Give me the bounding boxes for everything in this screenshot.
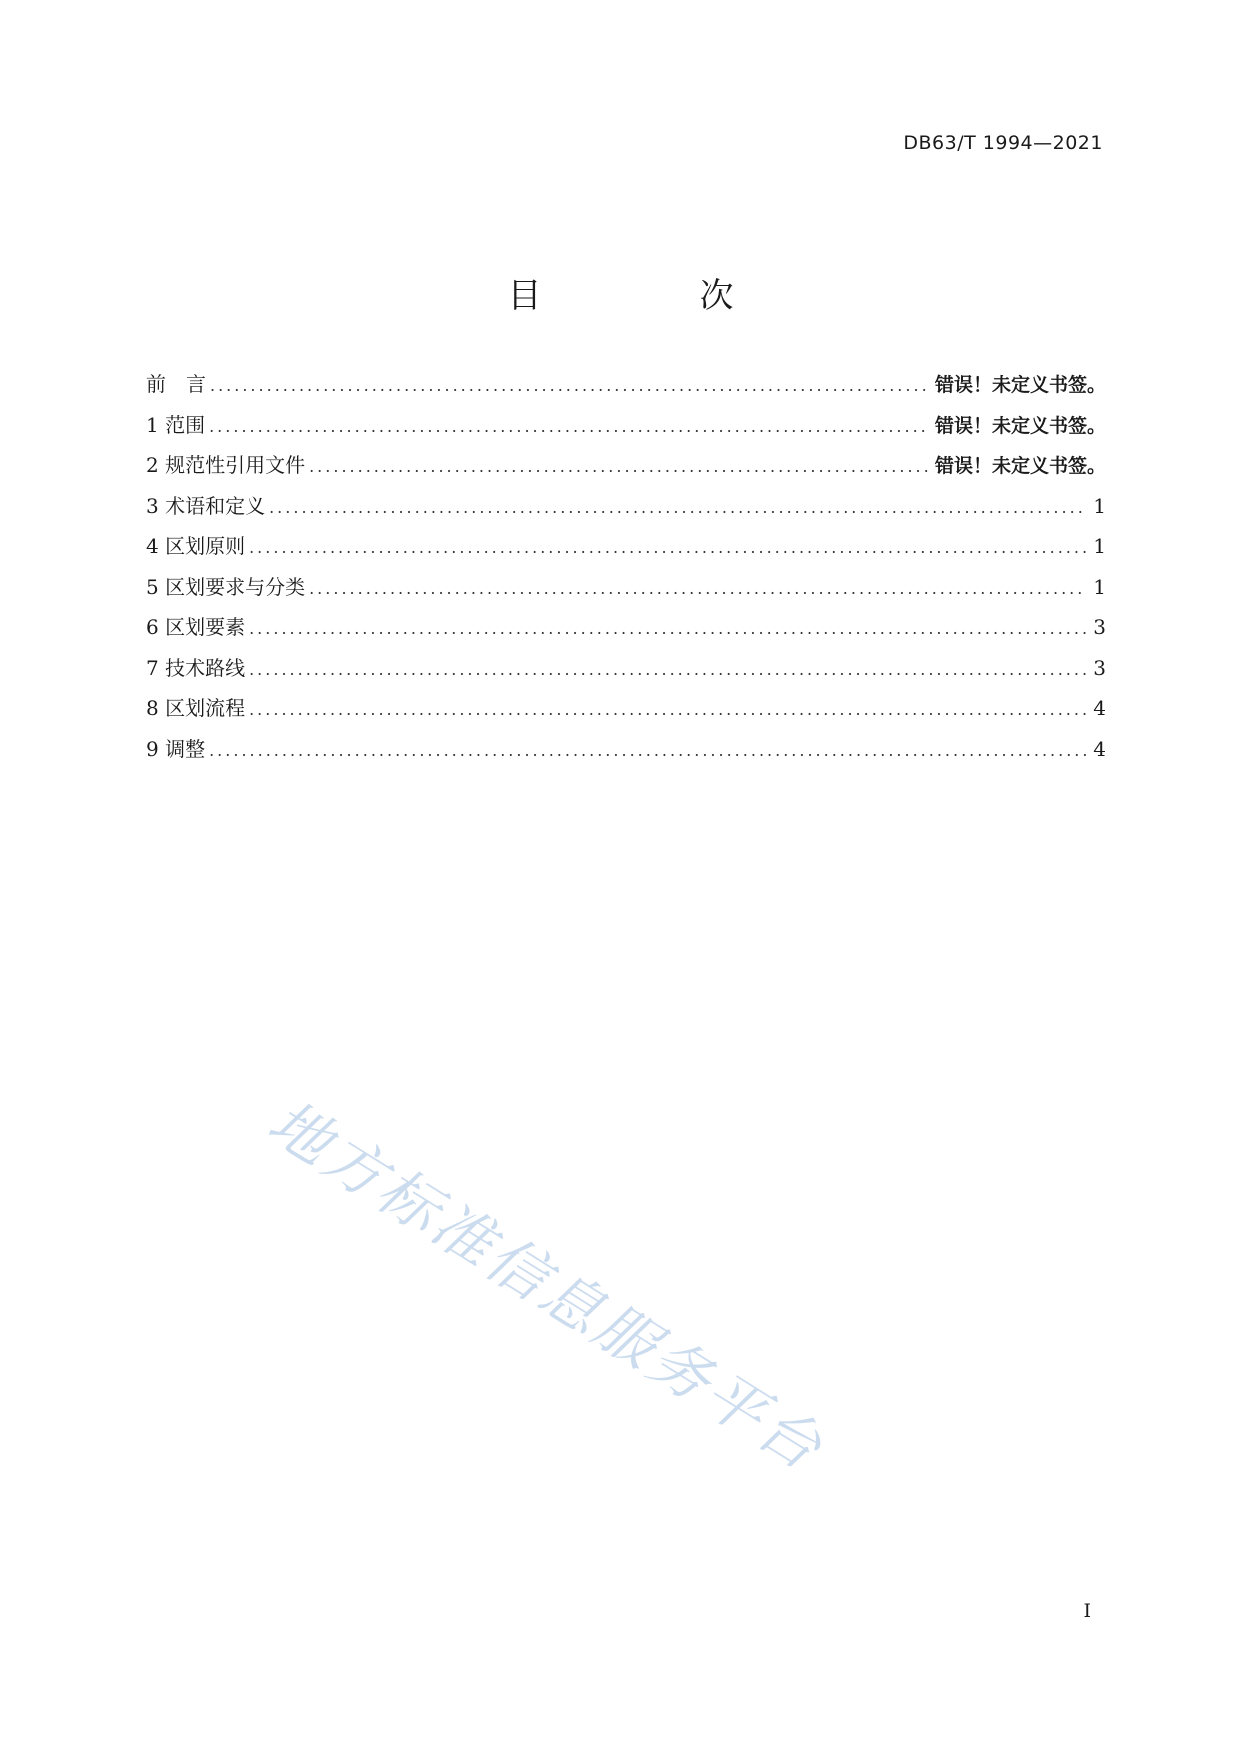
toc-entry-label: 前 言 — [146, 372, 206, 396]
toc-entry-page: 1 — [1093, 493, 1106, 518]
toc-leader-dots — [209, 417, 929, 436]
toc-entry-label: 8 区划流程 — [146, 696, 246, 720]
toc-entry-elements[interactable] — [146, 611, 1106, 652]
toc-list — [146, 368, 1106, 773]
toc-entry-page: 1 — [1093, 534, 1106, 558]
toc-leader-dots — [249, 538, 1086, 557]
toc-entry-label: 1 范围 — [146, 412, 206, 437]
toc-entry-page: 3 — [1093, 615, 1106, 639]
toc-entry-normative-references[interactable] — [146, 449, 1106, 490]
toc-entry-process[interactable] — [146, 692, 1106, 733]
toc-entry-page: 错误！未定义书签。 — [934, 414, 1106, 437]
toc-entry-label: 2 规范性引用文件 — [146, 453, 306, 477]
toc-entry-label: 4 区划原则 — [146, 534, 246, 558]
toc-entry-page: 错误！未定义书签。 — [934, 455, 1106, 477]
toc-entry-label: 7 技术路线 — [146, 655, 246, 680]
toc-leader-dots — [210, 376, 929, 395]
toc-leader-dots — [249, 619, 1086, 638]
toc-entry-label: 9 调整 — [146, 736, 206, 761]
toc-entry-page: 4 — [1093, 736, 1106, 761]
toc-entry-page: 1 — [1093, 574, 1106, 599]
toc-leader-dots — [269, 498, 1086, 517]
toc-leader-dots — [309, 579, 1086, 598]
toc-leader-dots — [209, 741, 1086, 760]
toc-entry-principles[interactable] — [146, 530, 1106, 571]
toc-entry-label: 5 区划要求与分类 — [146, 574, 306, 599]
toc-entry-page: 3 — [1093, 655, 1106, 680]
toc-title: 目 次 — [507, 276, 796, 316]
toc-entry-adjustment[interactable] — [146, 733, 1106, 774]
toc-entry-page: 4 — [1093, 696, 1106, 720]
document-code: DB63/T 1994—2021 — [903, 132, 1103, 154]
toc-entry-label: 3 术语和定义 — [146, 493, 266, 518]
toc-entry-technical-route[interactable] — [146, 652, 1106, 693]
toc-entry-page: 错误！未定义书签。 — [934, 374, 1106, 396]
toc-leader-dots — [309, 457, 929, 476]
page-number: I — [1083, 1600, 1091, 1622]
toc-entry-terms[interactable] — [146, 490, 1106, 531]
toc-entry-label: 6 区划要素 — [146, 615, 246, 639]
toc-entry-requirements[interactable] — [146, 571, 1106, 612]
toc-leader-dots — [249, 700, 1086, 719]
toc-entry-foreword[interactable] — [146, 368, 1106, 409]
toc-leader-dots — [249, 660, 1086, 679]
toc-entry-scope[interactable] — [146, 409, 1106, 450]
watermark-text: 地方标准信息服务平台 — [256, 1087, 836, 1486]
